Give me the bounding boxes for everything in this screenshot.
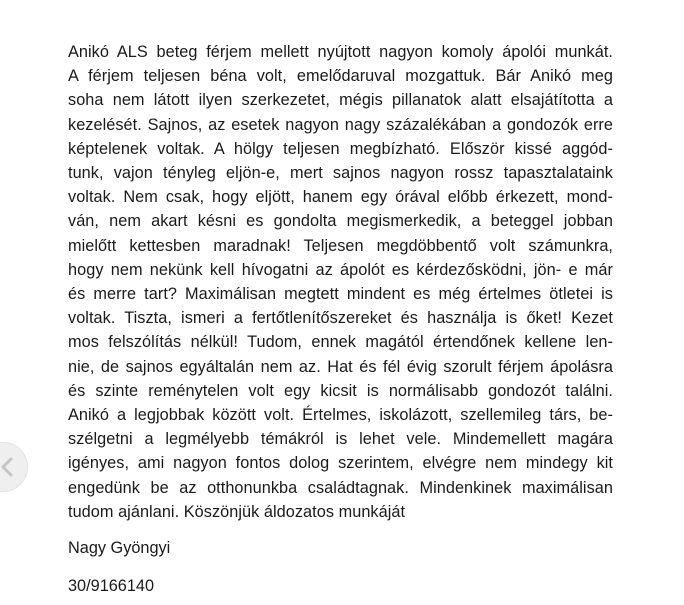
text-line: hogy nem nekünk kell hívogatni az ápolót es kérdezősködni, jön- e már: [68, 260, 613, 279]
text-line: igényes, ami nagyon fontos dolog szerintem, elvégre nem mindegy kit: [68, 454, 613, 473]
text-line: szélgetni a legmélyebb témákról is lehet vele. Mindemellett magára: [68, 430, 613, 449]
text-line: voltak. Tiszta, ismeri a fertőtlenítőszereket és használja is őket! Kezet: [68, 309, 613, 328]
text-line: kezelését. Sajnos, az esetek nagyon nagy százalékában a gondozók erre: [68, 115, 613, 134]
text-line: Anikó ALS beteg férjem mellett nyújtott nagyon komoly ápolói munkát.: [68, 43, 613, 61]
text-line: Anikó a legjobbak között volt. Értelmes, iskolázott, szellemileg társ, be-: [68, 406, 613, 425]
text-line: voltak. Nem csak, hogy eljött, hanem egy órával előbb érkezett, mond-: [68, 188, 613, 207]
testimonial-text: [68, 40, 613, 598]
text-line: és merre tart? Maximálisan megtett mindent es még értelmes ötletei is: [68, 285, 613, 304]
chevron-left-icon: [1, 457, 13, 477]
text-line: és szinte reménytelen volt egy kicsit is normálisabb gondozót találni.: [68, 381, 613, 400]
previous-slide-button[interactable]: [0, 442, 28, 492]
text-line: mos felszólítás nélkül! Tudom, ennek magától értendőnek kellene len-: [68, 333, 613, 352]
text-line: ván, nem akart késni es gondolta megismerkedik, a beteggel jobban: [68, 212, 613, 231]
text-line: mielőtt kettesben maradnak! Teljesen megdöbbentő volt számunkra,: [68, 236, 613, 255]
text-line: A férjem teljesen béna volt, emelődaruval mozgattuk. Bár Anikó meg: [68, 67, 613, 86]
text-line-last: tudom ajánlani. Köszönjük áldozatos munkáját: [68, 502, 406, 521]
text-line: tunk, vajon tényleg eljön-e, mert sajnos nagyon rossz tapasztalataink: [68, 164, 613, 183]
text-line: képtelenek voltak. A hölgy teljesen megbízható. Először kissé aggód-: [68, 139, 613, 158]
signature-name: Nagy Gyöngyi: [68, 539, 171, 558]
signature-phone: 30/9166140: [68, 577, 155, 596]
text-line: engedünk be az otthonunkba családtagnak. Mindenkinek maximálisan: [68, 478, 613, 497]
text-line: nie, de sajnos egyáltalán nem az. Hat és fél évig szorult férjem ápolásra: [68, 357, 613, 376]
text-line: soha nem látott ilyen szerkezetet, mégis pillanatok alatt elsajátította a: [68, 91, 613, 110]
